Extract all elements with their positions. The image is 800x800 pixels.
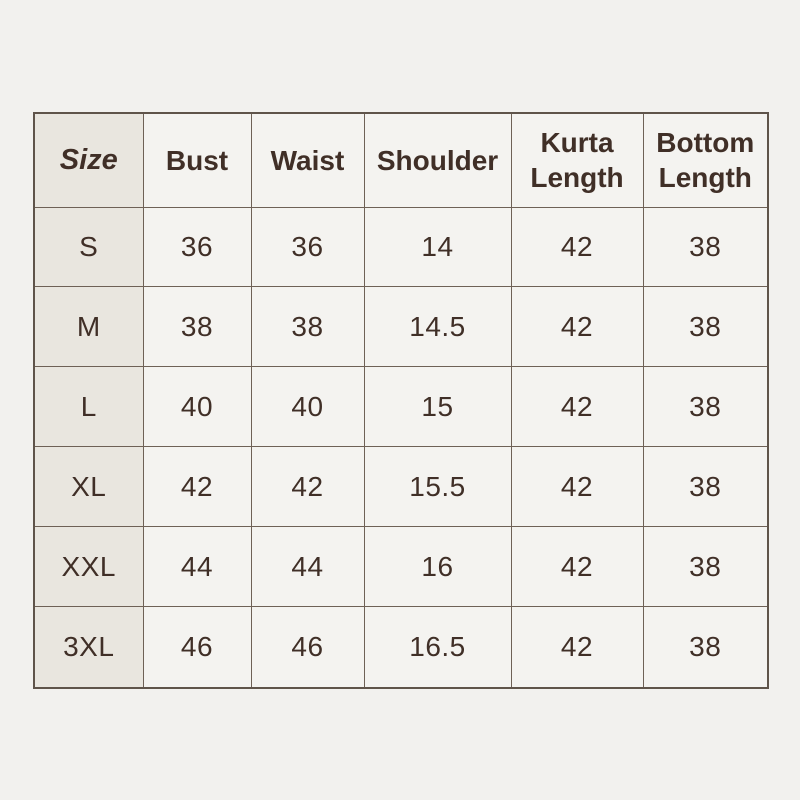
cell-bust: 46: [143, 607, 251, 688]
size-chart-table: [33, 112, 769, 689]
cell-kurta-length: 42: [511, 287, 643, 367]
cell-bottom-length: 38: [643, 607, 768, 688]
cell-bottom-length: 38: [643, 367, 768, 447]
table-row-l: [34, 367, 768, 447]
cell-waist: 44: [251, 527, 364, 607]
cell-bust: 42: [143, 447, 251, 527]
cell-size: L: [34, 367, 143, 447]
cell-bottom-length: 38: [643, 447, 768, 527]
cell-shoulder: 15.5: [364, 447, 511, 527]
cell-bottom-length: 38: [643, 287, 768, 367]
table-row-m: [34, 287, 768, 367]
column-header-bust: Bust: [143, 113, 251, 207]
cell-shoulder: 14: [364, 207, 511, 287]
cell-size: XL: [34, 447, 143, 527]
cell-kurta-length: 42: [511, 527, 643, 607]
cell-bottom-length: 38: [643, 207, 768, 287]
cell-shoulder: 14.5: [364, 287, 511, 367]
table-row-3xl: [34, 607, 768, 688]
cell-shoulder: 15: [364, 367, 511, 447]
cell-kurta-length: 42: [511, 447, 643, 527]
cell-waist: 42: [251, 447, 364, 527]
cell-kurta-length: 42: [511, 367, 643, 447]
column-header-shoulder: Shoulder: [364, 113, 511, 207]
column-header-size: Size: [34, 113, 143, 207]
cell-bust: 38: [143, 287, 251, 367]
cell-waist: 36: [251, 207, 364, 287]
cell-bottom-length: 38: [643, 527, 768, 607]
table-row-xxl: [34, 527, 768, 607]
cell-waist: 38: [251, 287, 364, 367]
cell-kurta-length: 42: [511, 207, 643, 287]
column-header-kurta-length: Kurta Length: [511, 113, 643, 207]
cell-bust: 40: [143, 367, 251, 447]
cell-waist: 46: [251, 607, 364, 688]
table-row-s: [34, 207, 768, 287]
cell-size: XXL: [34, 527, 143, 607]
cell-waist: 40: [251, 367, 364, 447]
cell-bust: 36: [143, 207, 251, 287]
cell-kurta-length: 42: [511, 607, 643, 688]
cell-bust: 44: [143, 527, 251, 607]
cell-shoulder: 16: [364, 527, 511, 607]
cell-size: S: [34, 207, 143, 287]
cell-size: 3XL: [34, 607, 143, 688]
cell-shoulder: 16.5: [364, 607, 511, 688]
column-header-waist: Waist: [251, 113, 364, 207]
header-row: [34, 113, 768, 207]
table-row-xl: [34, 447, 768, 527]
column-header-bottom-length: Bottom Length: [643, 113, 768, 207]
cell-size: M: [34, 287, 143, 367]
